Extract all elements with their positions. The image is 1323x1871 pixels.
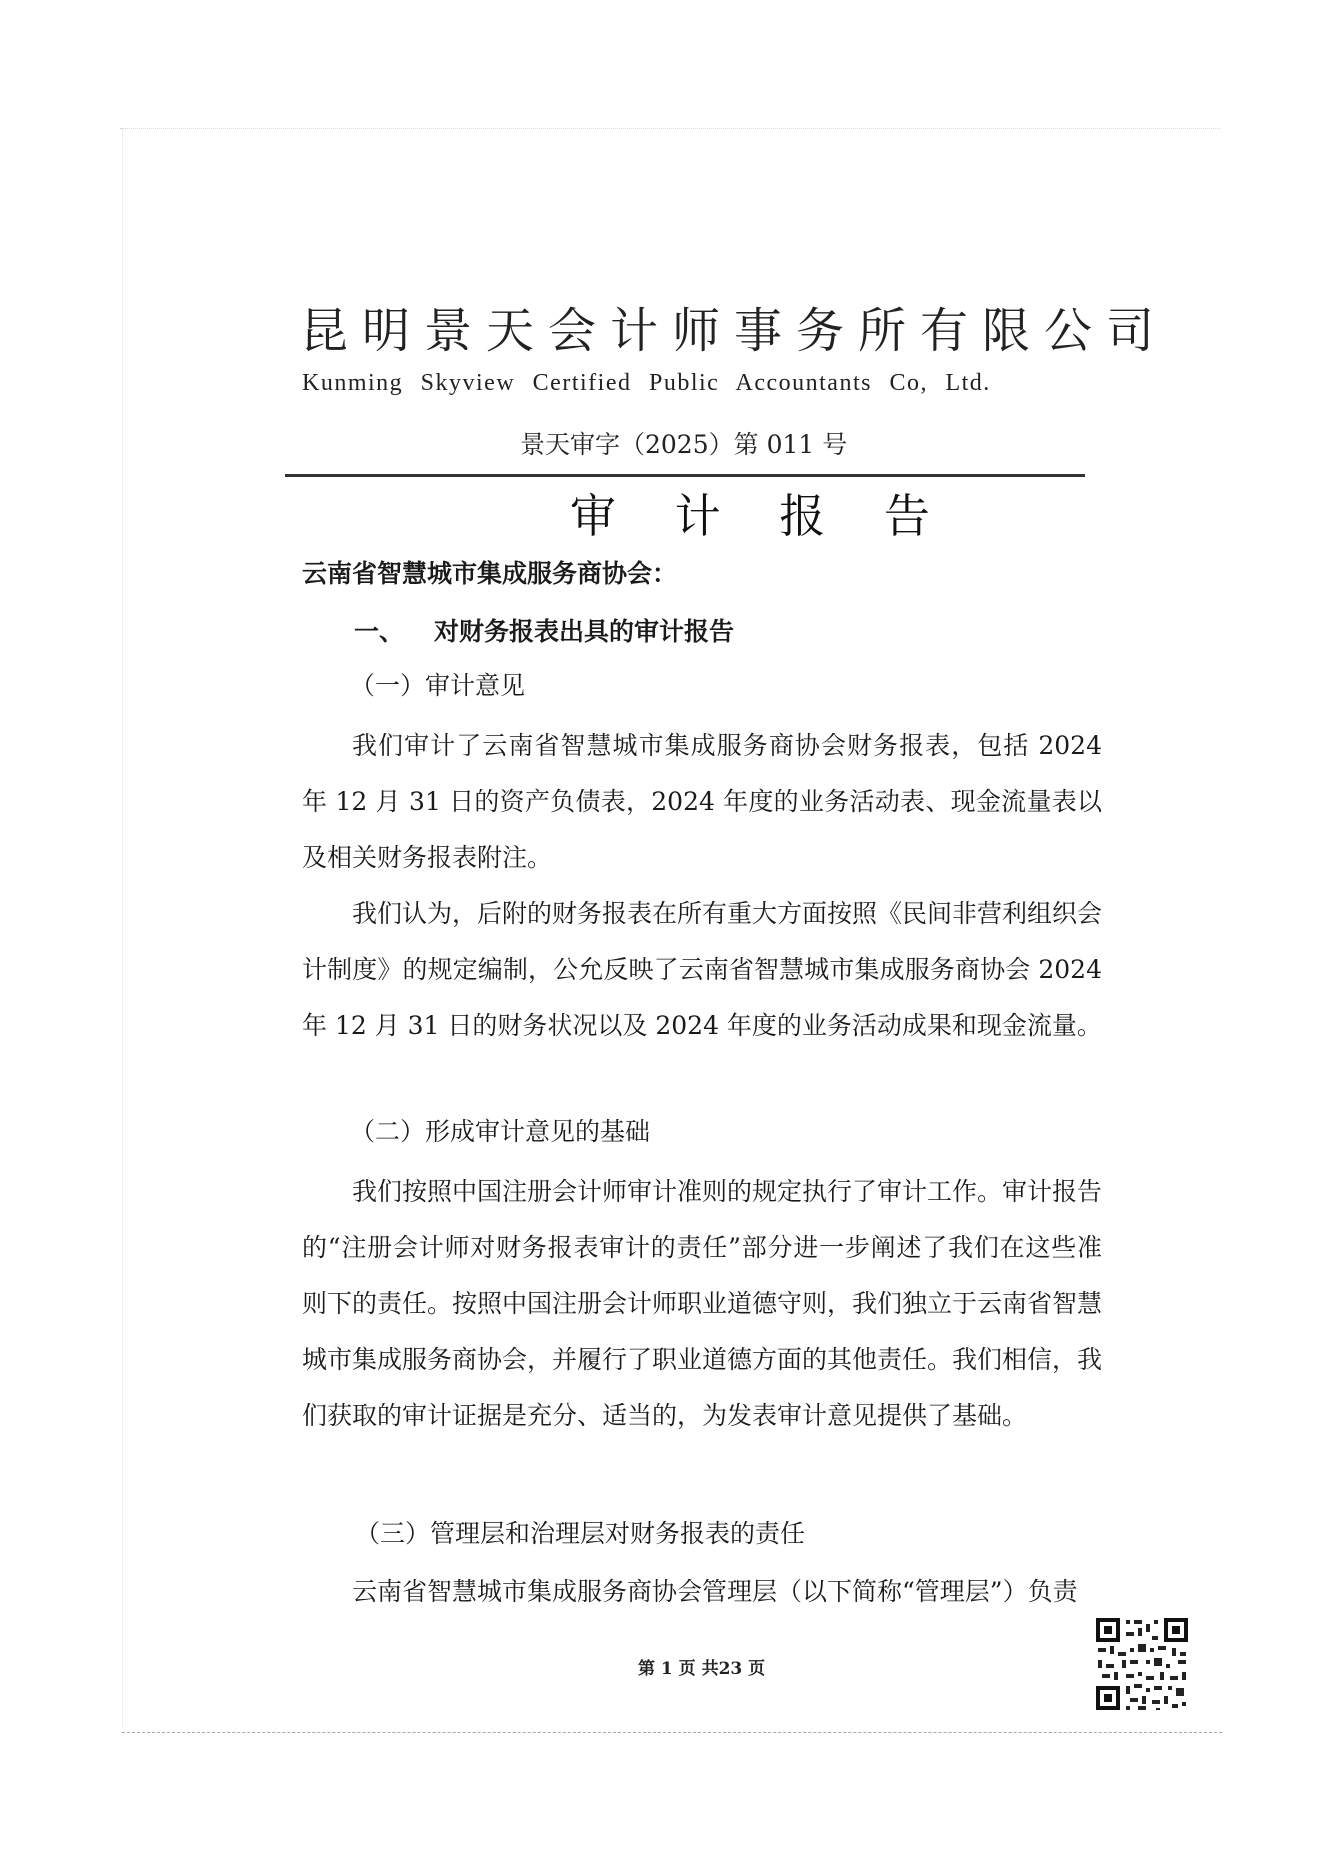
paragraph-basis: 我们按照中国注册会计师审计准则的规定执行了审计工作。审计报告的“注册会计师对财务报表审计的责任”部分进一步阐述了我们在这些准则下的责任。按照中国注册会计师职业道德守则，我们独立于云南省智慧城市集成服务商协会，并履行了职业道德方面的其他责任。我们相信，我们获取的审计证据是充分、适当的，为发表审计意见提供了基础。 — [302, 1177, 1103, 1430]
section-heading — [354, 612, 734, 648]
scan-edge-top — [120, 128, 1220, 129]
subsection-heading-basis: （二）形成审计意见的基础 — [350, 1117, 651, 1146]
paragraph-responsibility: 云南省智慧城市集成服务商协会管理层（以下简称“管理层”）负责 — [352, 1577, 1078, 1606]
scan-edge-bottom — [122, 1732, 1222, 1733]
document-number: 景天审字（2025）第 011 号 — [520, 430, 848, 459]
qr-code-icon — [1094, 1616, 1190, 1712]
subsection-heading-responsibility: （三）管理层和治理层对财务报表的责任 — [355, 1519, 806, 1548]
firm-name-cn: 昆明景天会计师事务所有限公司 — [300, 303, 1169, 359]
subsection-heading-opinion: （一）审计意见 — [350, 671, 526, 700]
paragraph-audit-scope: 我们审计了云南省智慧城市集成服务商协会财务报表，包括 2024 年 12 月 31 日的资产负债表，2024 年度的业务活动表、现金流量表以及相关财务报表附注。 — [302, 731, 1102, 872]
paragraph-opinion: 我们认为，后附的财务报表在所有重大方面按照《民间非营利组织会计制度》的规定编制，公允反映了云南省智慧城市集成服务商协会 2024 年 12 月 31 日的财务状况以及 2024 年度的业务活动成果和现金流量。 — [302, 899, 1103, 1040]
report-title: 审 计 报 告 — [570, 489, 952, 543]
firm-name-en: Kunming Skyview Certified Public Accountants Co, Ltd. — [302, 370, 991, 396]
section-title: 对财务报表出具的审计报告 — [434, 617, 735, 646]
page-footer: 第 1 页 共23 页 — [638, 1659, 766, 1679]
scan-edge-left — [122, 128, 123, 1728]
addressee: 云南省智慧城市集成服务商协会： — [302, 559, 678, 588]
section-number: 一、 — [354, 617, 405, 646]
header-rule — [285, 474, 1085, 477]
